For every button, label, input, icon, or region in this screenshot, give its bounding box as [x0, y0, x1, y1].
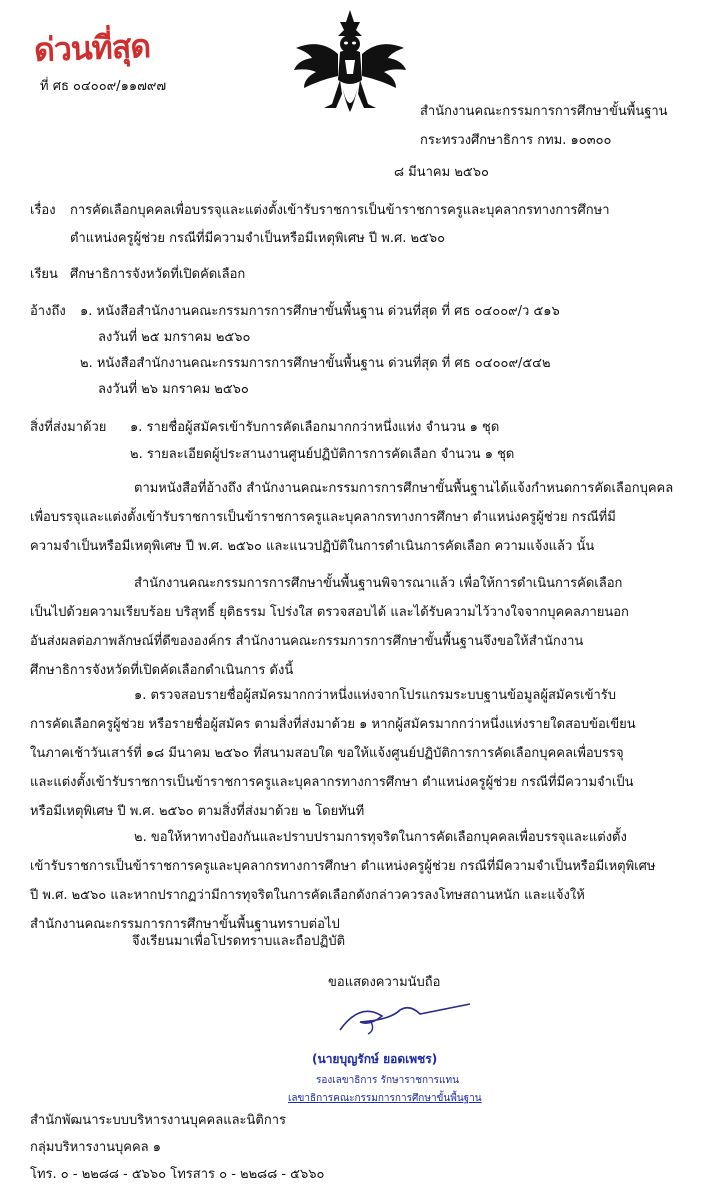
body-paragraph-2-line: ศึกษาธิการจังหวัดที่เปิดคัดเลือกดำเนินการ ดังนี้ [30, 663, 294, 678]
reference-number: ที่ ศธ ๐๔๐๐๙/๑๑๗๙๗ [40, 79, 167, 94]
body-paragraph-3-line: และแต่งตั้งเข้ารับราชการเป็นข้าราชการครูและบุคลากรทางการศึกษา ตำแหน่งครูผู้ช่วย กรณีที่มีความจำเป็น [30, 775, 634, 790]
body-paragraph-3-line: หรือมีเหตุพิเศษ ปี พ.ศ. ๒๕๖๐ ตามสิ่งที่ส่งมาด้วย ๒ โดยทันที [30, 804, 365, 819]
body-paragraph-2-line: สำนักงานคณะกรรมการการศึกษาขั้นพื้นฐานพิจารณาแล้ว เพื่อให้การดำเนินการคัดเลือก [134, 576, 623, 591]
letter-date: ๘ มีนาคม ๒๕๖๐ [394, 165, 489, 180]
ministry-address: กระทรวงศึกษาธิการ กทม. ๑๐๓๐๐ [420, 133, 612, 148]
body-paragraph-3 [30, 681, 702, 826]
footer-office: สำนักพัฒนาระบบบริหารงานบุคคลและนิติการ [30, 1113, 287, 1128]
body-paragraph-4-line: ๒. ขอให้หาทางป้องกันและปราบปรามการทุจริตในการคัดเลือกบุคคลเพื่อบรรจุและแต่งตั้ง [134, 830, 627, 845]
body-paragraph-4-line: สำนักงานคณะกรรมการการศึกษาขั้นพื้นฐานทราบต่อไป [30, 917, 340, 932]
subject-label: เรื่อง [30, 203, 56, 218]
garuda-emblem [290, 8, 410, 126]
body-paragraph-1 [30, 474, 702, 561]
issuing-office: สำนักงานคณะกรรมการการศึกษาขั้นพื้นฐาน [420, 104, 668, 119]
body-paragraph-3-line: การคัดเลือกครูผู้ช่วย หรือรายชื่อผู้สมัคร ตามสิ่งที่ส่งมาด้วย ๑ หากผู้สมัครมากกว่าหนึ่งแห่งรายใดสอบข้อเขียน [30, 717, 636, 732]
body-paragraph-1-line: ความจำเป็นหรือมีเหตุพิเศษ ปี พ.ศ. ๒๕๖๐ และแนวปฏิบัติในการดำเนินการคัดเลือก ความแจ้งแล้ว นั้น [30, 539, 595, 554]
body-paragraph-4-line: เข้ารับราชการเป็นข้าราชการครูและบุคลากรทางการศึกษา ตำแหน่งครูผู้ช่วย กรณีที่มีความจำเป็นหรือมีเหตุพิเศษ [30, 859, 656, 874]
to-recipient: ศึกษาธิการจังหวัดที่เปิดคัดเลือก [70, 267, 246, 282]
urgent-stamp: ด่วนที่สุด [33, 26, 151, 70]
body-paragraph-2-line: อันส่งผลต่อภาพลักษณ์ที่ดีขององค์กร สำนักงานคณะกรรมการการศึกษาขั้นพื้นฐานจึงขอให้สำนักงาน [30, 634, 584, 649]
reference-1-line-2: ลงวันที่ ๒๕ มกราคม ๒๕๖๐ [98, 330, 251, 345]
reference-2-line-2: ลงวันที่ ๒๖ มกราคม ๒๕๖๐ [98, 382, 249, 397]
reference-1-line-1: ๑. หนังสือสำนักงานคณะกรรมการการศึกษาขั้นพื้นฐาน ด่วนที่สุด ที่ ศธ ๐๔๐๐๙/ว ๕๑๖ [80, 304, 560, 319]
to-label: เรียน [30, 267, 58, 282]
body-paragraph-1-line: ตามหนังสือที่อ้างถึง สำนักงานคณะกรรมการการศึกษาขั้นพื้นฐานได้แจ้งกำหนดการคัดเลือกบุคคล [134, 481, 674, 496]
footer-contact: โทร. ๐ - ๒๒๘๘ - ๕๖๖๐ โทรสาร ๐ - ๒๒๘๘ - ๕๖๖๐ [30, 1167, 325, 1182]
subject-line-2: ตำแหน่งครูผู้ช่วย กรณีที่มีความจำเป็นหรือมีเหตุพิเศษ ปี พ.ศ. ๒๕๖๐ [70, 231, 446, 246]
enclosure-1: ๑. รายชื่อผู้สมัครเข้ารับการคัดเลือกมากกว่าหนึ่งแห่ง จำนวน ๑ ชุด [130, 420, 500, 435]
subject-line-1: การคัดเลือกบุคคลเพื่อบรรจุและแต่งตั้งเข้ารับราชการเป็นข้าราชการครูและบุคลากรทางการศึกษา [70, 203, 610, 218]
references-label: อ้างถึง [30, 304, 66, 319]
footer-group: กลุ่มบริหารงานบุคคล ๑ [30, 1140, 162, 1155]
body-paragraph-3-line: ๑. ตรวจสอบรายชื่อผู้สมัครมากกว่าหนึ่งแห่งจากโปรแกรมระบบฐานข้อมูลผู้สมัครเข้ารับ [134, 688, 617, 703]
closing-line: จึงเรียนมาเพื่อโปรดทราบและถือปฏิบัติ [132, 934, 346, 949]
regards: ขอแสดงความนับถือ [328, 975, 441, 990]
enclosures-label: สิ่งที่ส่งมาด้วย [30, 420, 107, 435]
enclosure-2: ๒. รายละเอียดผู้ประสานงานศูนย์ปฏิบัติการการคัดเลือก จำนวน ๑ ชุด [130, 447, 515, 462]
handwritten-signature [330, 996, 480, 1040]
body-paragraph-2 [30, 569, 702, 685]
body-paragraph-4 [30, 823, 702, 939]
reference-2-line-1: ๒. หนังสือสำนักงานคณะกรรมการการศึกษาขั้นพื้นฐาน ด่วนที่สุด ที่ ศธ ๐๔๐๐๙/๕๔๒ [80, 356, 551, 371]
signatory-position-2: เลขาธิการคณะกรรมการการศึกษาขั้นพื้นฐาน [288, 1093, 482, 1104]
body-paragraph-1-line: เพื่อบรรจุและแต่งตั้งเข้ารับราชการเป็นข้าราชการครูและบุคลากรทางการศึกษา ตำแหน่งครูผู้ช่วย กรณีที่มี [30, 510, 616, 525]
body-paragraph-3-line: ในภาคเช้าวันเสาร์ที่ ๑๘ มีนาคม ๒๕๖๐ ที่สนามสอบใด ขอให้แจ้งศูนย์ปฏิบัติการการคัดเลือกบุคคลเพื่อบรรจุ [30, 746, 624, 761]
body-paragraph-2-line: เป็นไปด้วยความเรียบร้อย บริสุทธิ์ ยุติธรรม โปร่งใส ตรวจสอบได้ และได้รับความไว้วางใจจากบุคคลภายนอก [30, 605, 629, 620]
body-paragraph-4-line: ปี พ.ศ. ๒๕๖๐ และหากปรากฏว่ามีการทุจริตในการคัดเลือกดังกล่าวควรลงโทษสถานหนัก และแจ้งให้ [30, 888, 585, 903]
signatory-position-1: รองเลขาธิการ รักษาราชการแทน [316, 1075, 459, 1086]
signatory-name: (นายบุญรักษ์ ยอดเพชร) [312, 1052, 438, 1066]
